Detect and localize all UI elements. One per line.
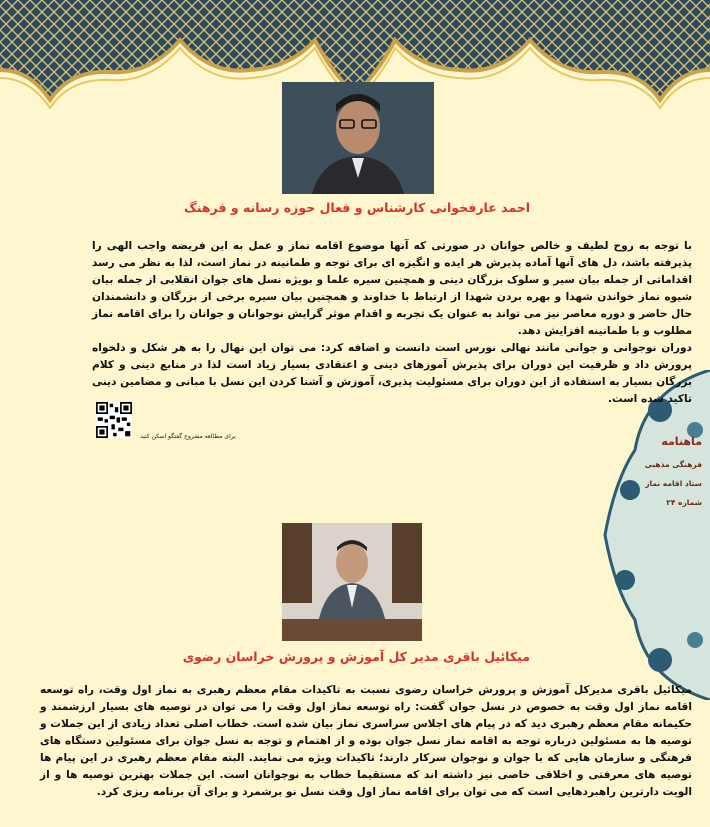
paragraph: میکائیل باقری مدیرکل آموزش و پرورش خراسان رضوی نسبت به تاکیدات مقام معظم رهبری به نماز اول وقت، راه توسعه اقامه نماز اول وقت به خصوص در نسل جوان گفت: راه توسعه نماز اول وقت را می توان در توصیه های بسیار ارزشمند و حکیمانه مقام معظم رهبری دید که در پیام های اجلاس سراسری نماز بیان شده است. خطاب اصلی تعداد زیادی از این جملات و توصیه ها به مسئولین درباره توجه به اقامه نماز نسل جوان بوده و از اهتمام و توجه به نسل جوان برای مسئولین دستگاه های فرهنگی و سازمان هایی که با جوان و نوجوان سرکار دارند؛ تاکیدات ویژه می نمایند. البته مقام معظم رهبری در این پیام ها توصیه های معرفتی و اخلاقی خاصی نیز داشته اند که مستقیما خطاب به نوجوانان است. این جملات بهترین توصیه ها و از الویت دارترین راهبردهایی است که می توان برای اقامه نماز اول وقت نسل نو برشمرد و برای آن برنامه ریزی کرد. <box>40 684 692 798</box>
qr-caption: برای مطالعه مشروح گفتگو اسکن کنید <box>140 433 236 440</box>
magazine-badge <box>624 435 702 517</box>
ornamental-side-border <box>585 370 710 700</box>
qr-code[interactable] <box>96 402 132 438</box>
official-photo <box>282 523 422 641</box>
magazine-issue: شماره ۲۴ <box>666 498 702 507</box>
paragraph: با توجه به روح لطیف و خالص جوانان در صورتی که آنها موضوع اقامه نماز و عمل به این فریضه واجب الهی را پذیرفته باشد، دل های آنها آماده پذیرش هر ایده و انگیزه ای برای توجه و طمانینه در نماز است، لذا به نظر می رسد اقداماتی از جمله بیان سیر و سلوک بزرگان دینی و همچنین سیره علما و بویژه نسل های جوان انقلابی از جمله بیان شیوه نماز خواندن شهدا و بهره بردن شهدا از ارتباط با خداوند و همچنین بیان سیره برخی از بزرگان و دانشمندان حال حاضر و دوره معاصر نیز می تواند به عنوان یک تجربه و اقدام موثر گرایش نوجوانان و جوانان را برای اقامه نماز مطلوب و با طمانینه افزایش دهد. <box>92 240 692 337</box>
article1-caption: احمد عارفخوانی کارشناس و فعال حوزه رسانه و فرهنگ <box>183 200 530 215</box>
author-photo <box>282 82 434 194</box>
article1-body <box>92 238 692 408</box>
magazine-title: ماهنامه <box>661 435 702 448</box>
magazine-publisher: ستاد اقامه نماز <box>645 479 702 488</box>
paragraph: دوران نوجوانی و جوانی مانند نهالی نورس است دانست و اضافه کرد: می توان این نهال را به هر شکل و دلخواه پرورش داد و ظرفیت این دوران برای پذیرش آموزهای دینی و اعتقادی بسیار زیاد است لذا در منابع دینی و کلام بزرگان بسیار به استفاده از این دوران برای مسئولیت پذیری، آموزش و آشنا کردن این نسل با مبانی و مضامین دینی تاکید شده است. <box>92 342 692 405</box>
article2-body <box>40 682 692 801</box>
article2-caption: میکائیل باقری مدیر کل آموزش و پرورش خراسان رضوی <box>182 649 530 664</box>
magazine-subtitle: فرهنگی مذهبی <box>644 460 702 469</box>
